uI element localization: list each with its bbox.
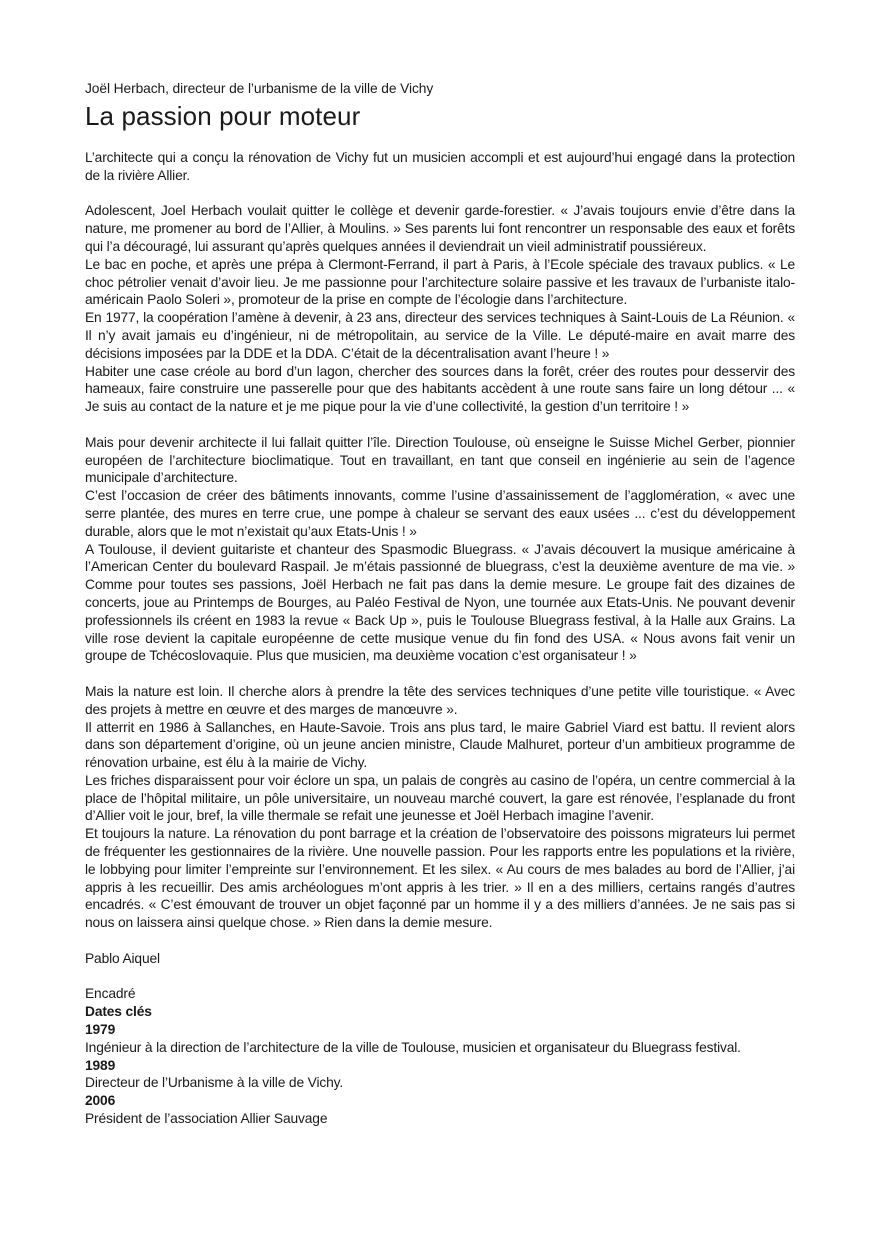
article-section [85, 202, 795, 416]
timeline-entry [85, 1021, 795, 1057]
article-section [85, 434, 795, 665]
author-name: Pablo Aiquel [85, 950, 160, 966]
author-block [85, 950, 795, 968]
timeline-text: Ingénieur à la direction de l’architecture de la ville de Toulouse, musicien et organisateur du Bluegrass festival. [85, 1039, 741, 1055]
timeline-text: Directeur de l’Urbanisme à la ville de Vichy. [85, 1075, 344, 1091]
page-title: La passion pour moteur [85, 101, 361, 131]
article-paragraph: Et toujours la nature. La rénovation du pont barrage et la création de l’observatoire des poissons migrateurs lui permet de fréquenter les gestionnaires de la rivière. Une nouvelle passion. Pour les rapports entre les populations et la rivière, le lobbying pour limiter l’empreinte sur l’environnement. Et les silex. « Au cours de mes balades au bord de l’Allier, j’ai appris à les recueillir. Des amis archéologues m’ont appris à les trier. » Il en a des milliers, certains rangés d’autres encadrés. « C’est émouvant de trouver un objet façonné par un homme il y a des milliers d’années. Je ne sais pas si nous on laissera ainsi quelque chose. » Rien dans la demie mesure. [85, 826, 795, 931]
article-section [85, 683, 795, 932]
article-paragraph: Il atterrit en 1986 à Sallanches, en Haute-Savoie. Trois ans plus tard, le maire Gabriel Viard est battu. Il revient alors dans son département d’origine, où un jeune ancien ministre, Claude Malhuret, porteur d’un ambitieux programme de rénovation urbaine, est élu à la mairie de Vichy. [85, 719, 795, 771]
article-paragraph: Habiter une case créole au bord d’un lagon, chercher des sources dans la forêt, créer des routes pour desservir des hameaux, faire construire une passerelle pour que des habitants accèdent à une route sans faire un long détour ... « Je suis au contact de la nature et je me pique pour la vie d’une collectivité, la gestion d’un territoire ! » [85, 363, 795, 415]
article-paragraph: C’est l’occasion de créer des bâtiments innovants, comme l’usine d’assainissement de l’agglomération, « avec une serre plantée, des mures en terre crue, une pompe à chaleur se servant des eaux usées ... c’est du développement durable, alors que le mot n’existait qu’aux Etats-Unis ! » [85, 488, 795, 539]
timeline-entry [85, 1057, 795, 1093]
article-paragraph: Mais pour devenir architecte il lui fallait quitter l’île. Direction Toulouse, où enseigne le Suisse Michel Gerber, pionnier européen de l’architecture bioclimatique. Tout en travaillant, en tant que conseil en ingénierie au sein de l’agence municipale d’architecture. [85, 434, 795, 486]
timeline-year: 1979 [85, 1022, 116, 1038]
byline: Joël Herbach, directeur de l’urbanisme de la ville de Vichy [85, 81, 434, 96]
article-paragraph: A Toulouse, il devient guitariste et chanteur des Spasmodic Bluegrass. « J’avais découvert la musique américaine à l’American Center du boulevard Raspail. Je m’étais passionné de bluegrass, c’est la deuxième aventure de ma vie. » Comme pour toutes ses passions, Joël Herbach ne fait pas dans la demie mesure. Le groupe fait des dizaines de concerts, joue au Printemps de Bourges, au Paléo Festival de Nyon, une tournée aux Etats-Unis. Ne pouvant devenir professionnels ils créent en 1983 la revue « Back Up », puis le Toulouse Bluegrass festival, à la Halle aux Grains. La ville rose devient la capitale européenne de cette musique venue du fin fond des USA. « Nous avons fait venir un groupe de Tchécoslovaquie. Plus que musicien, ma deuxième vocation c’est organisateur ! » [85, 541, 795, 664]
article-paragraph: Adolescent, Joel Herbach voulait quitter le collège et devenir garde-forestier. « J’avais toujours envie d’être dans la nature, me promener au bord de l’Allier, à Moulins. » Ses parents lui font rencontrer un responsable des eaux et forêts qui l’a découragé, lui assurant qu’après quelques années il deviendrait un vieil administratif poussiéreux. [85, 203, 795, 254]
article-paragraph: Le bac en poche, et après une prépa à Clermont-Ferrand, il part à Paris, à l’Ecole spéciale des travaux publics. « Le choc pétrolier venait d’avoir lieu. Je me passionne pour l’architecture solaire passive et les travaux de l’urbaniste italo-américain Paolo Soleri », promoteur de la prise en compte de l’écologie dans l’architecture. [85, 256, 795, 308]
sidebar-box-title: Dates clés [85, 1004, 152, 1020]
article-paragraph: En 1977, la coopération l’amène à devenir, à 23 ans, directeur des services techniques à Saint-Louis de La Réunion. « Il n’y avait jamais eu d’ingénieur, ni de métropolitain, au service de la Ville. Le député-maire en avait marre des décisions imposées par la DDE et la DDA. C’était de la décentralisation avant l’heure ! » [85, 310, 795, 361]
timeline-text: Président de l’association Allier Sauvage [85, 1111, 328, 1127]
sidebar-box [85, 985, 795, 1127]
article-paragraph: Les friches disparaissent pour voir éclore un spa, un palais de congrès au casino de l’opéra, un centre commercial à la place de l’hôpital militaire, un pôle universitaire, un nouveau marché couvert, la gare est rénovée, l’esplanade du front d’Allier voit le jour, bref, la ville thermale se refait une jeunesse et Joël Herbach imagine l’avenir. [85, 772, 795, 824]
timeline-year: 1989 [85, 1057, 116, 1073]
timeline-entry [85, 1092, 795, 1128]
sidebar-box-label: Encadré [85, 986, 136, 1002]
article-lead: L’architecte qui a conçu la rénovation de Vichy fut un musicien accompli et est aujourd’hui engagé dans la protection de la rivière Allier. [85, 150, 795, 183]
article-paragraph: Mais la nature est loin. Il cherche alors à prendre la tête des services techniques d’une petite ville touristique. « Avec des projets à mettre en œuvre et des marges de manœuvre ». [85, 683, 795, 717]
timeline-year: 2006 [85, 1093, 116, 1109]
